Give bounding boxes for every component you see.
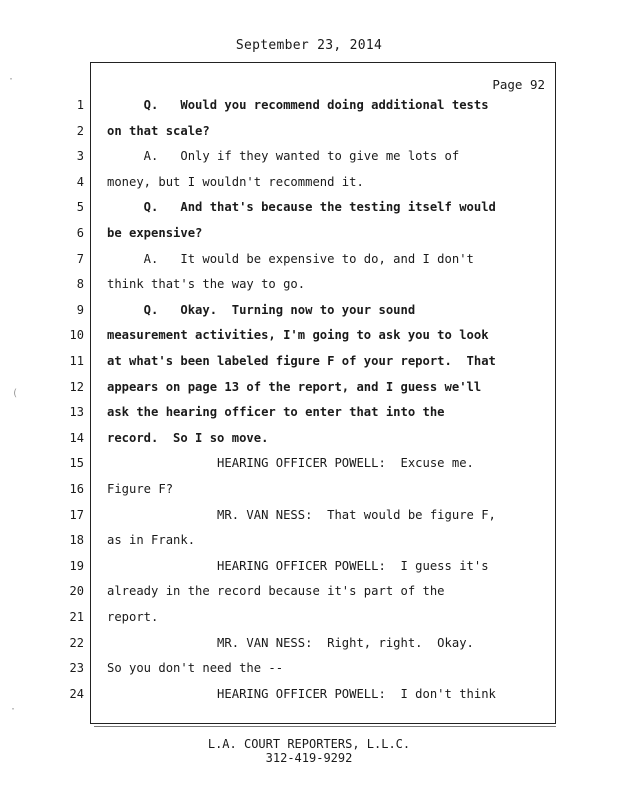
line-number: 7 xyxy=(76,252,84,266)
transcript-line-text: money, but I wouldn't recommend it. xyxy=(107,175,364,189)
line-number: 2 xyxy=(76,124,84,138)
line-number: 5 xyxy=(76,200,84,214)
scan-speck: ( xyxy=(12,388,19,399)
page-number-label: Page 92 xyxy=(492,77,545,92)
line-number: 13 xyxy=(69,405,84,419)
transcript-line-text: A. It would be expensive to do, and I don't xyxy=(107,252,474,266)
line-number: 23 xyxy=(69,661,84,675)
transcript-line-text: report. xyxy=(107,610,159,624)
transcript-line-text: Q. And that's because the testing itself would xyxy=(107,200,496,214)
transcript-line-text: So you don't need the -- xyxy=(107,661,284,675)
line-number: 8 xyxy=(76,277,84,291)
transcript-line-text: record. So I so move. xyxy=(107,431,269,445)
line-number: 3 xyxy=(76,149,84,163)
transcript-line-text: MR. VAN NESS: Right, right. Okay. xyxy=(107,636,474,650)
line-number: 17 xyxy=(69,508,84,522)
transcript-line-text: MR. VAN NESS: That would be figure F, xyxy=(107,508,496,522)
line-number: 1 xyxy=(76,98,84,112)
line-number: 16 xyxy=(69,482,84,496)
transcript-line-text: HEARING OFFICER POWELL: Excuse me. xyxy=(107,456,474,470)
line-number: 24 xyxy=(69,687,84,701)
transcript-line-text: at what's been labeled figure F of your report. That xyxy=(107,354,496,368)
frame-bottom-rule xyxy=(94,726,556,729)
transcript-date-header: September 23, 2014 xyxy=(235,38,383,53)
line-number: 18 xyxy=(69,533,84,547)
transcript-line-text: already in the record because it's part of the xyxy=(107,584,445,598)
line-number: 12 xyxy=(69,380,84,394)
transcript-line-text: be expensive? xyxy=(107,226,203,240)
line-number: 14 xyxy=(69,431,84,445)
transcript-line-text: Q. Would you recommend doing additional tests xyxy=(107,98,489,112)
line-number: 15 xyxy=(69,456,84,470)
court-reporter-name: L.A. COURT REPORTERS, L.L.C. xyxy=(207,737,411,751)
transcript-line-text: appears on page 13 of the report, and I guess we'll xyxy=(107,380,482,394)
line-number: 6 xyxy=(76,226,84,240)
transcript-line-text: HEARING OFFICER POWELL: I guess it's xyxy=(107,559,489,573)
line-number: 21 xyxy=(69,610,84,624)
court-reporter-phone: 312-419-9292 xyxy=(265,751,353,765)
line-number: 19 xyxy=(69,559,84,573)
line-number: 4 xyxy=(76,175,84,189)
transcript-line-text: as in Frank. xyxy=(107,533,196,547)
line-number: 9 xyxy=(76,303,84,317)
transcript-line-text: Q. Okay. Turning now to your sound xyxy=(107,303,416,317)
scan-speck: · xyxy=(8,74,15,85)
transcript-line-text: A. Only if they wanted to give me lots of xyxy=(107,149,460,163)
transcript-line-text: Figure F? xyxy=(107,482,174,496)
transcript-line-text: measurement activities, I'm going to ask you to look xyxy=(107,328,489,342)
scan-speck: · xyxy=(10,704,17,715)
line-number: 11 xyxy=(69,354,84,368)
transcript-line-text: HEARING OFFICER POWELL: I don't think xyxy=(107,687,496,701)
line-number: 22 xyxy=(69,636,84,650)
transcript-line-text: on that scale? xyxy=(107,124,210,138)
line-number: 10 xyxy=(69,328,84,342)
line-number: 20 xyxy=(69,584,84,598)
transcript-line-text: think that's the way to go. xyxy=(107,277,306,291)
transcript-line-text: ask the hearing officer to enter that into the xyxy=(107,405,445,419)
